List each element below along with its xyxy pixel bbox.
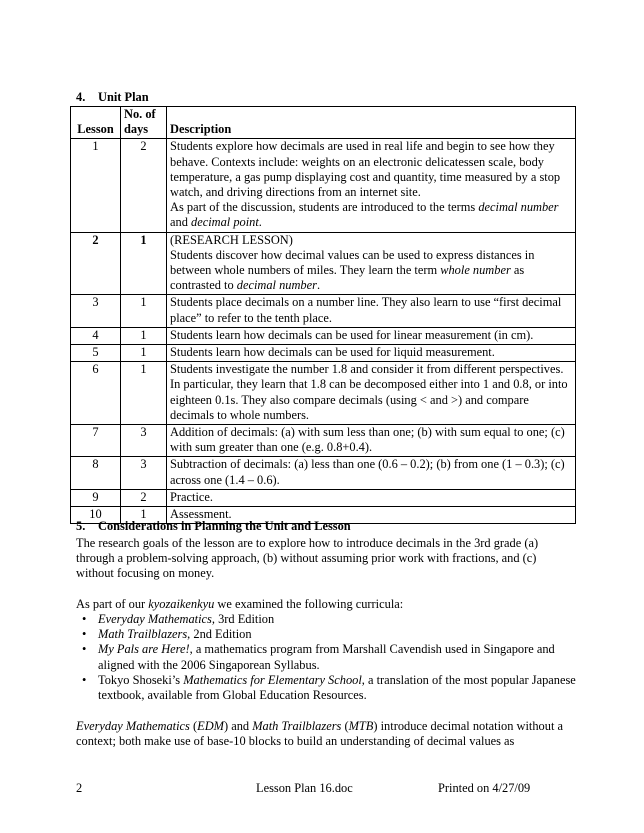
unit-plan-heading	[76, 90, 149, 105]
lesson-description	[167, 295, 576, 327]
italic-text: decimal point	[191, 215, 259, 230]
header-lesson: Lesson	[71, 107, 121, 139]
text-run: Students investigate the number 1.8 and consider it from different perspectives. In particular, they learn that 1.8 can be decomposed either into 1 and 0.8, or into eighteen 0.1s. They also compare decimals (using < and >) and compare decimals to whole numbers.	[170, 362, 568, 422]
table-row	[71, 295, 576, 327]
lesson-description	[167, 362, 576, 425]
italic-text: EDM	[197, 719, 224, 733]
considerations-heading	[76, 519, 351, 534]
text-run: Practice.	[170, 489, 213, 504]
lesson-number: 10	[71, 507, 121, 524]
table-row	[71, 489, 576, 506]
bullet-icon: •	[82, 672, 87, 687]
lesson-number: 2	[71, 232, 121, 295]
text-run: 3rd Edition	[214, 612, 275, 626]
unit-plan-table	[70, 106, 576, 524]
lesson-description	[167, 139, 576, 232]
table-row	[71, 362, 576, 425]
italic-text: decimal number	[236, 278, 317, 293]
text-run: Addition of decimals: (a) with sum less than one; (b) with sum equal to one; (c) with sum greater than one (e.g. 0.8+0.4).	[170, 425, 565, 455]
edm-mtb-paragraph	[76, 719, 576, 749]
list-item	[76, 612, 576, 627]
text-run: , a translation of the most popular Japanese textbook, available from Global Education Resources.	[98, 672, 576, 703]
text-run: Students explore how decimals are used in real life and begin to see how they behave. Contexts include: weights on an electronic delicatessen scale, body temperature, a gas pump displaying cost and quantity, time measured by a stop watch, and driving directions from an internet site.	[170, 139, 561, 200]
text-run: , a mathematics program from Marshall Cavendish used in Singapore and aligned with the 2006 Singaporean Syllabus.	[98, 642, 555, 672]
text-run: .	[316, 278, 321, 293]
list-item	[76, 627, 576, 642]
lesson-number: 9	[71, 489, 121, 506]
text-run: (	[341, 719, 349, 733]
lesson-description	[167, 345, 576, 362]
italic-text: MTB	[348, 719, 374, 733]
text-run: As part of the discussion, students are introduced to the terms	[170, 200, 479, 215]
header-days: No. of days	[121, 107, 167, 139]
text-run: as contrasted to	[170, 263, 525, 293]
lesson-description	[167, 457, 576, 489]
section-number: 5.	[76, 519, 86, 533]
table-header-row	[71, 107, 576, 139]
italic-text: Math Trailblazers	[98, 627, 188, 642]
text-run: Students learn how decimals can be used for linear measurement (in cm).	[170, 327, 534, 342]
lesson-number: 6	[71, 362, 121, 425]
footer-printed-date: Printed on 4/27/09	[438, 781, 531, 795]
research-goals-paragraph: The research goals of the lesson are to explore how to introduce decimals in the 3rd grade (a) through a problem-solving approach, (b) without assuming prior work with fractions, and (c) without focusing on money.	[76, 536, 539, 581]
header-description: Description	[167, 107, 576, 139]
lesson-description	[167, 489, 576, 506]
days-count: 3	[121, 425, 167, 457]
italic-text: My Pals are Here!	[98, 642, 190, 657]
text-run: (	[189, 719, 198, 733]
lesson-number: 8	[71, 457, 121, 489]
table-row	[71, 457, 576, 489]
text-run: Tokyo Shoseki’s	[98, 672, 184, 687]
text-run: ) introduce decimal notation without a context; both make use of base-10 blocks to build an understanding of decimal values as	[76, 719, 563, 749]
days-count: 1	[121, 507, 167, 524]
lesson-description	[167, 232, 576, 295]
italic-text: Math Trailblazers	[252, 719, 342, 733]
table-row	[71, 327, 576, 344]
text-run: Assessment.	[170, 507, 232, 522]
bullet-icon: •	[82, 627, 87, 642]
text-run: As part of our	[76, 597, 149, 611]
days-count: 1	[121, 232, 167, 295]
text-run: (RESEARCH LESSON)	[170, 232, 293, 247]
bullet-icon: •	[82, 642, 87, 657]
days-count: 1	[121, 327, 167, 344]
list-item	[76, 642, 576, 672]
lesson-number: 5	[71, 345, 121, 362]
table-row	[71, 232, 576, 295]
lesson-description	[167, 327, 576, 344]
text-run: Students discover how decimal values can be used to express distances in between whole numbers of miles. They learn the term	[170, 247, 535, 278]
lesson-number: 4	[71, 327, 121, 344]
text-run: , 2nd Edition	[187, 627, 252, 642]
page-number: 2	[76, 781, 83, 795]
lesson-description	[167, 425, 576, 457]
text-run: Students learn how decimals can be used for liquid measurement.	[170, 345, 495, 360]
days-count: 2	[121, 139, 167, 232]
italic-text: decimal number	[478, 200, 559, 215]
text-run: ) and	[223, 719, 253, 733]
days-count: 2	[121, 489, 167, 506]
days-count: 1	[121, 345, 167, 362]
table-row	[71, 139, 576, 232]
days-count: 1	[121, 362, 167, 425]
text-run: Students place decimals on a number line. They also learn to use “first decimal place” to refer to the tenth place.	[170, 295, 562, 325]
section-number: 4.	[76, 90, 86, 104]
italic-text: Everyday Mathematics,	[98, 612, 215, 626]
days-count: 3	[121, 457, 167, 489]
text-run: we examined the following curricula:	[214, 597, 404, 611]
section-title: Unit Plan	[98, 90, 149, 104]
days-count: 1	[121, 295, 167, 327]
lesson-number: 3	[71, 295, 121, 327]
text-run: Subtraction of decimals: (a) less than one (0.6 – 0.2); (b) from one (1 – 0.3); (c) across one (1.4 – 0.6).	[170, 457, 565, 487]
text-run: and	[170, 215, 191, 230]
lesson-number: 1	[71, 139, 121, 232]
curricula-intro-paragraph	[76, 597, 576, 612]
footer-filename: Lesson Plan 16.doc	[256, 781, 353, 795]
table-row	[71, 425, 576, 457]
bullet-icon: •	[82, 612, 87, 626]
lesson-number: 7	[71, 425, 121, 457]
text-run: .	[258, 215, 262, 230]
list-item	[76, 673, 576, 703]
italic-text: kyozaikenkyu	[148, 597, 215, 611]
italic-text: Everyday Mathematics	[76, 719, 190, 733]
italic-text: whole number	[440, 263, 511, 278]
curricula-list	[76, 612, 576, 703]
table-row	[71, 345, 576, 362]
section-title: Considerations in Planning the Unit and Lesson	[98, 519, 351, 533]
italic-text: Mathematics for Elementary School	[183, 672, 362, 687]
